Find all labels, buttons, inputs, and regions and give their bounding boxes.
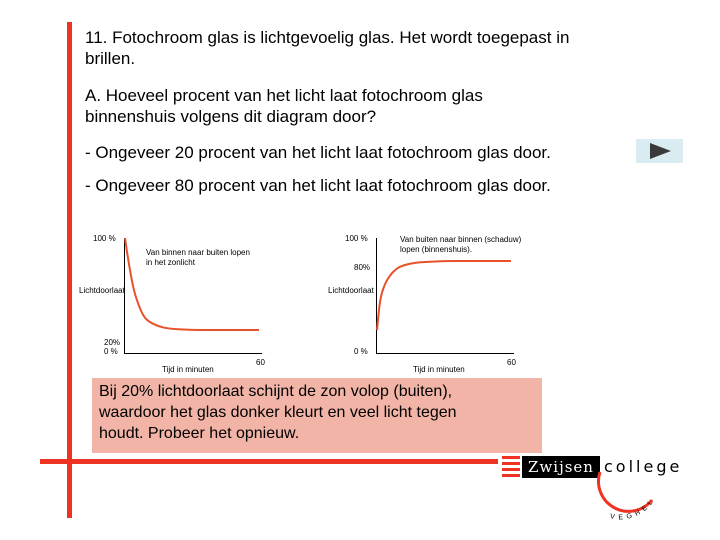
chart1-ytick-20: 20% xyxy=(104,338,121,347)
feedback-line-1: Bij 20% lichtdoorlaat schijnt de zon volop (buiten), xyxy=(99,383,453,400)
chart2-ylabel: Lichtdoorlaat xyxy=(328,286,374,295)
sub-question-text xyxy=(85,85,685,127)
chart1-xlabel: Tijd in minuten xyxy=(162,365,214,374)
chart2-series-line xyxy=(377,261,511,330)
next-button[interactable] xyxy=(636,139,683,163)
logo-word-college: college xyxy=(604,457,683,476)
chart1-ytick-100: 100 % xyxy=(93,234,116,243)
feedback-line-2: waardoor het glas donker kleurt en veel licht tegen xyxy=(99,404,457,421)
chart2-ytick-80: 80% xyxy=(354,263,371,272)
chart1-annotation: Van binnen naar buiten lopen in het zonlicht xyxy=(146,248,250,267)
answer-option-80-label: - Ongeveer 80 procent van het licht laat fotochroom glas door. xyxy=(85,176,551,195)
chart2-ytick-0: 0 % xyxy=(354,347,368,356)
chart1-ylabel: Lichtdoorlaat xyxy=(79,286,125,295)
feedback-line-3: houdt. Probeer het opnieuw. xyxy=(99,425,300,442)
chart-outside-to-inside xyxy=(320,228,550,378)
zwijsen-college-logo xyxy=(500,452,700,537)
question-text xyxy=(85,27,685,69)
sub-question-line-1: A. Hoeveel procent van het licht laat fotochroom glas xyxy=(85,86,483,105)
question-line-2: brillen. xyxy=(85,49,136,68)
play-triangle-icon xyxy=(647,142,673,160)
answer-option-80[interactable] xyxy=(85,175,551,196)
feedback-box xyxy=(92,378,542,453)
answer-option-20[interactable] xyxy=(85,142,551,163)
chart2-ytick-100: 100 % xyxy=(345,234,368,243)
chart1-ytick-0: 0 % xyxy=(104,347,118,356)
logo-arc-text: VEGHEL xyxy=(609,496,657,522)
chart1-series-line xyxy=(125,238,259,330)
frame-horizontal-line xyxy=(40,459,498,464)
chart2-xtick-60: 60 xyxy=(507,358,516,367)
sub-question-line-2: binnenshuis volgens dit diagram door? xyxy=(85,107,377,126)
chart-inside-to-outside xyxy=(70,228,290,378)
logo-word-zwijsen: Zwijsen xyxy=(522,456,600,478)
logo-arc xyxy=(596,452,696,537)
question-line-1: 11. Fotochroom glas is lichtgevoelig glas. Het wordt toegepast in xyxy=(85,28,570,47)
chart2-annotation: Van buiten naar binnen (schaduw) lopen (binnenshuis). xyxy=(400,235,522,254)
answer-option-20-label: - Ongeveer 20 procent van het licht laat fotochroom glas door. xyxy=(85,143,551,162)
chart2-xlabel: Tijd in minuten xyxy=(413,365,465,374)
logo-stripes xyxy=(502,456,520,478)
chart1-xtick-60: 60 xyxy=(256,358,265,367)
chart1-plot xyxy=(124,238,264,358)
chart2-plot xyxy=(376,238,516,358)
